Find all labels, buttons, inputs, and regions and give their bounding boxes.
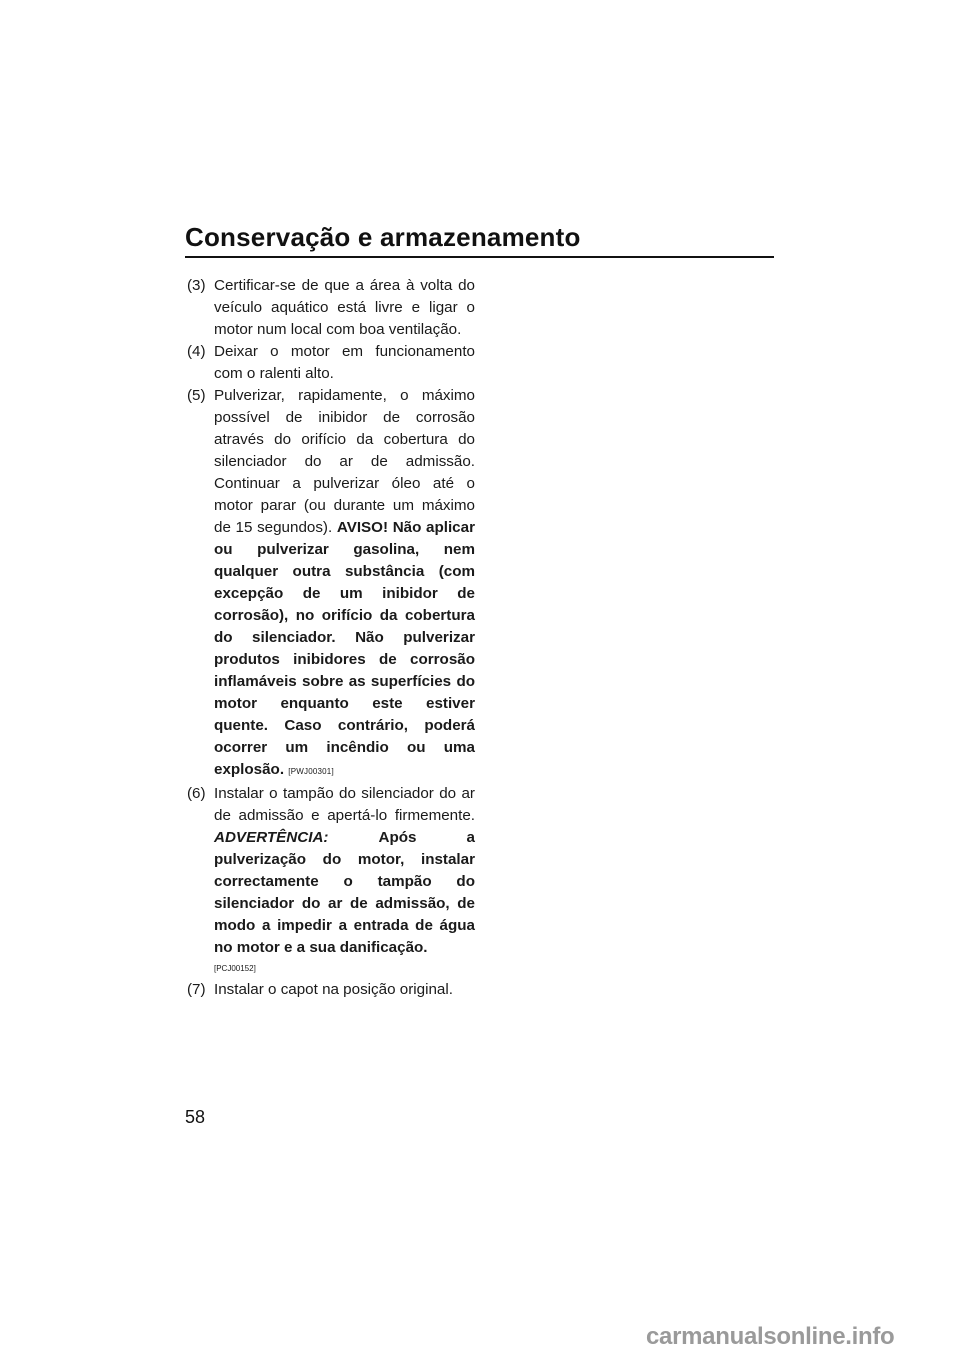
step-body <box>214 385 475 783</box>
step-text: Instalar o capot na posição original. <box>214 981 453 998</box>
step-number: (5) <box>187 387 206 404</box>
watermark[interactable]: carmanualsonline.info <box>646 1323 895 1350</box>
step-number: (6) <box>187 785 206 802</box>
step-7 <box>187 979 475 1001</box>
caution-code: [PCJ00152] <box>214 964 256 973</box>
step-text: Instalar o tampão do silenciador do ar de admissão e apertá-lo firmemente. <box>214 785 475 824</box>
caution-text: Após a pulverização do motor, instalar correctamente o tampão do silenciador do ar de admissão, de modo a impedir a entrada de água no motor e a sua danificação. <box>214 829 475 956</box>
step-number: (3) <box>187 277 206 294</box>
step-5 <box>187 385 475 783</box>
step-3 <box>187 275 475 341</box>
step-6 <box>187 783 475 979</box>
step-number: (7) <box>187 981 206 998</box>
warning-code: [PWJ00301] <box>288 767 334 776</box>
step-number: (4) <box>187 343 206 360</box>
step-4 <box>187 341 475 385</box>
procedure-list <box>187 275 475 1001</box>
warning-text: AVISO! Não aplicar ou pulverizar gasolina, nem qualquer outra substância (com excepção de um inibidor de corrosão), no orifício da cobertura do silenciador. Não pulverizar produtos inibidores de corrosão inflamáveis sobre as superfícies do motor enquanto este estiver quente. Caso contrário, poderá ocorrer um incêndio ou uma explosão. <box>214 519 475 778</box>
step-body <box>214 783 475 979</box>
page-title: Conservação e armazenamento <box>185 222 581 252</box>
caution-label: ADVERTÊNCIA: <box>214 829 329 846</box>
step-text: Certificar-se de que a área à volta do veículo aquático está livre e ligar o motor num local com boa ventilação. <box>214 277 475 338</box>
page-number: 58 <box>185 1107 206 1127</box>
step-text: Deixar o motor em funcionamento com o ralenti alto. <box>214 343 475 382</box>
step-text: Pulverizar, rapidamente, o máximo possível de inibidor de corrosão através do orifício da cobertura do silenciador do ar de admissão. Continuar a pulverizar óleo até o motor parar (ou durante um máximo de 15 segundos). <box>214 387 475 536</box>
title-rule <box>185 256 774 258</box>
